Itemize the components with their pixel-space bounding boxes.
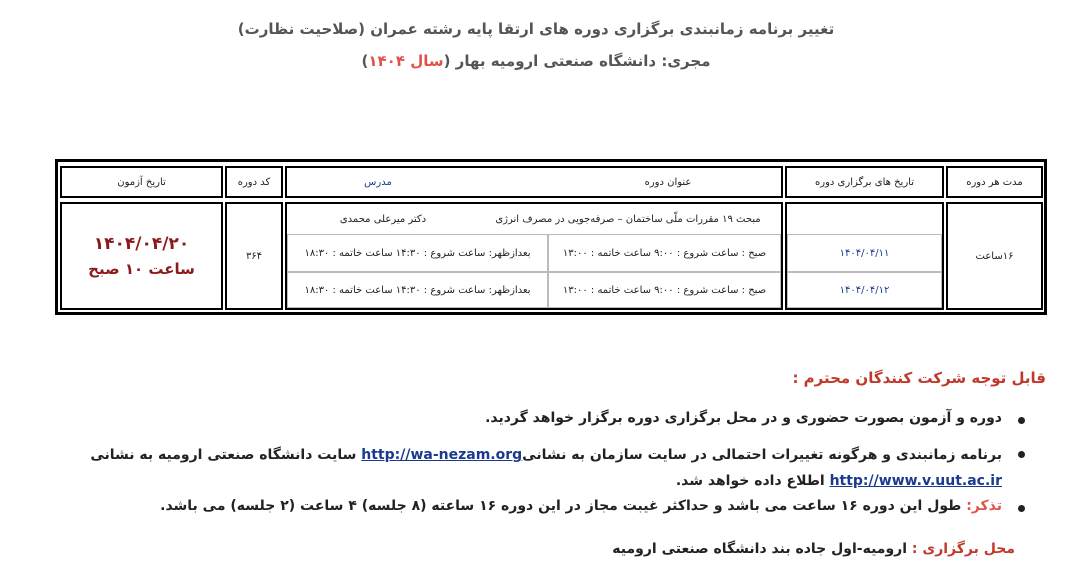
page-subtitle — [0, 52, 1072, 70]
location — [612, 541, 1015, 557]
note-item-2-text-b: سایت دانشگاه صنعتی ارومیه به نشانی — [90, 447, 362, 463]
header-instructor: مدرس — [364, 176, 392, 188]
session-2-afternoon: بعدازظهر: ساعت شروع : ۱۴:۳۰ ساعت خاتمه : ۱۸:۳۰ — [287, 272, 548, 308]
note-item-3-label: تذکر: — [966, 498, 1002, 514]
uut-link[interactable]: http://www.v.uut.ac.ir — [829, 473, 1002, 489]
subtitle-suffix: ) — [361, 52, 369, 70]
date-row-1: ۱۴۰۴/۰۴/۱۱ — [787, 234, 942, 272]
cell-duration: ۱۶ساعت — [946, 202, 1043, 310]
header-duration: مدت هر دوره — [946, 166, 1043, 198]
wa-nezam-link[interactable]: http://wa-nezam.org — [361, 447, 523, 463]
note-item-3-text: طول این دوره ۱۶ ساعت می باشد و حداکثر غیبت مجاز در این دوره ۱۶ ساعته (۸ جلسه) ۴ ساعت (۲ جلسه) می باشد. — [160, 498, 967, 514]
subtitle-year: سال ۱۴۰۴ — [368, 52, 444, 70]
cell-code: ۳۶۴ — [225, 202, 283, 310]
page-title: تغییر برنامه زمانبندی برگزاری دوره های ارتقا پایه رشته عمران (صلاحیت نظارت) — [237, 20, 835, 38]
session-1-morning: صبح : ساعت شروع : ۹:۰۰ ساعت خاتمه : ۱۳:۰۰ — [548, 234, 781, 272]
cell-exam — [60, 202, 223, 310]
note-item-1-text: دوره و آزمون بصورت حضوری و در محل برگزاری دوره برگزار خواهد گردید. — [485, 410, 1002, 426]
exam-time: ساعت ۱۰ صبح — [88, 260, 195, 278]
date-row-2: ۱۴۰۴/۰۴/۱۲ — [787, 272, 942, 308]
exam-date: ۱۴۰۴/۰۴/۲۰ — [93, 234, 190, 254]
bullet-icon — [1018, 505, 1025, 512]
session-2-morning: صبح : ساعت شروع : ۹:۰۰ ساعت خاتمه : ۱۳:۰۰ — [548, 272, 781, 308]
bullet-icon — [1018, 417, 1025, 424]
bullet-icon — [1018, 451, 1025, 458]
session-1-afternoon: بعدازظهر: ساعت شروع : ۱۴:۳۰ ساعت خاتمه : ۱۸:۳۰ — [287, 234, 548, 272]
course-name: مبحث ۱۹ مقررات ملّی ساختمان – صرفه‌جویی در مصرف انرژی — [495, 213, 761, 225]
header-course-title-text: عنوان دوره — [644, 176, 692, 188]
header-code: کد دوره — [225, 166, 283, 198]
note-item-2-text-c: اطلاع داده خواهد شد. — [675, 473, 830, 489]
note-item-2 — [25, 442, 1002, 494]
note-item-1 — [25, 410, 1002, 426]
location-label: محل برگزاری : — [911, 541, 1015, 557]
location-value: ارومیه-اول جاده بند دانشگاه صنعتی ارومیه — [612, 541, 912, 557]
subtitle-prefix: مجری: دانشگاه صنعتی ارومیه بهار ( — [443, 52, 711, 70]
note-item-2-text-a: برنامه زمانبندی و هرگونه تغییرات احتمالی در سایت سازمان به نشانی — [522, 447, 1002, 463]
note-item-3 — [25, 498, 1002, 514]
course-instructor: دکتر میرعلی محمدی — [339, 213, 427, 225]
header-exam-date: تاریخ آزمون — [60, 166, 223, 198]
notes-heading: قابل توجه شرکت کنندگان محترم : — [792, 369, 1046, 387]
schedule-table — [55, 159, 1047, 315]
header-dates: تاریخ های برگزاری دوره — [785, 166, 944, 198]
